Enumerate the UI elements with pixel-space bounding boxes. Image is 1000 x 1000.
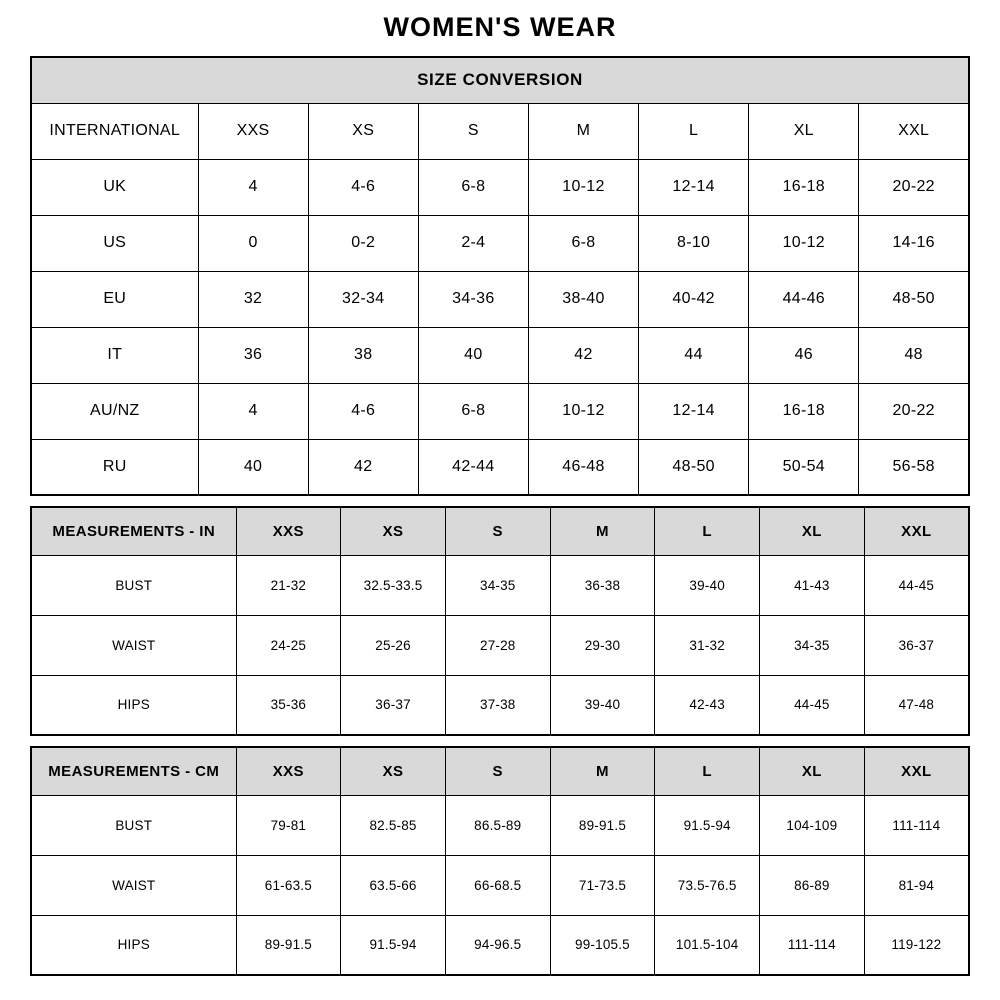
value-cell: 34-35 bbox=[445, 555, 550, 615]
value-cell: 2-4 bbox=[418, 215, 528, 271]
row-label-cell: IT bbox=[31, 327, 198, 383]
value-cell: 4 bbox=[198, 159, 308, 215]
value-cell: 79-81 bbox=[236, 795, 341, 855]
value-cell: 89-91.5 bbox=[550, 795, 655, 855]
value-cell: 40 bbox=[198, 439, 308, 495]
row-label-cell: UK bbox=[31, 159, 198, 215]
row-label-cell: BUST bbox=[31, 795, 236, 855]
value-cell: 14-16 bbox=[859, 215, 969, 271]
value-cell: 48-50 bbox=[859, 271, 969, 327]
measurements-in-table-body bbox=[31, 507, 969, 735]
value-cell: 34-36 bbox=[418, 271, 528, 327]
column-header-cell: XXL bbox=[864, 507, 969, 555]
value-cell: 111-114 bbox=[760, 915, 865, 975]
row-label-cell: WAIST bbox=[31, 855, 236, 915]
column-header-cell: XXS bbox=[198, 103, 308, 159]
value-cell: 86-89 bbox=[760, 855, 865, 915]
column-header-cell: L bbox=[655, 507, 760, 555]
value-cell: 86.5-89 bbox=[445, 795, 550, 855]
value-cell: 99-105.5 bbox=[550, 915, 655, 975]
column-header-cell: M bbox=[550, 747, 655, 795]
value-cell: 46 bbox=[749, 327, 859, 383]
table-row bbox=[31, 271, 969, 327]
value-cell: 44 bbox=[639, 327, 749, 383]
table-header-row bbox=[31, 103, 969, 159]
table-row bbox=[31, 383, 969, 439]
value-cell: 0 bbox=[198, 215, 308, 271]
value-cell: 25-26 bbox=[341, 615, 446, 675]
value-cell: 48 bbox=[859, 327, 969, 383]
value-cell: 40 bbox=[418, 327, 528, 383]
value-cell: 42-43 bbox=[655, 675, 760, 735]
table-row bbox=[31, 795, 969, 855]
value-cell: 10-12 bbox=[749, 215, 859, 271]
value-cell: 10-12 bbox=[528, 383, 638, 439]
table-row bbox=[31, 439, 969, 495]
table-row bbox=[31, 915, 969, 975]
column-header-cell: XXL bbox=[864, 747, 969, 795]
column-header-cell: XS bbox=[341, 747, 446, 795]
value-cell: 16-18 bbox=[749, 383, 859, 439]
value-cell: 12-14 bbox=[639, 383, 749, 439]
table-row bbox=[31, 855, 969, 915]
column-header-cell: XXS bbox=[236, 747, 341, 795]
value-cell: 89-91.5 bbox=[236, 915, 341, 975]
value-cell: 34-35 bbox=[760, 615, 865, 675]
table-title-row bbox=[31, 57, 969, 103]
column-header-cell: XXS bbox=[236, 507, 341, 555]
value-cell: 39-40 bbox=[550, 675, 655, 735]
value-cell: 82.5-85 bbox=[341, 795, 446, 855]
value-cell: 21-32 bbox=[236, 555, 341, 615]
page-title: WOMEN'S WEAR bbox=[383, 12, 617, 42]
size-conversion-table bbox=[30, 56, 970, 496]
value-cell: 0-2 bbox=[308, 215, 418, 271]
row-label-cell: HIPS bbox=[31, 675, 236, 735]
table-row bbox=[31, 555, 969, 615]
value-cell: 111-114 bbox=[864, 795, 969, 855]
value-cell: 20-22 bbox=[859, 383, 969, 439]
value-cell: 71-73.5 bbox=[550, 855, 655, 915]
value-cell: 41-43 bbox=[760, 555, 865, 615]
value-cell: 46-48 bbox=[528, 439, 638, 495]
column-header-cell: S bbox=[445, 747, 550, 795]
column-header-cell: L bbox=[655, 747, 760, 795]
value-cell: 48-50 bbox=[639, 439, 749, 495]
value-cell: 38 bbox=[308, 327, 418, 383]
value-cell: 35-36 bbox=[236, 675, 341, 735]
table-row bbox=[31, 615, 969, 675]
value-cell: 81-94 bbox=[864, 855, 969, 915]
column-header-cell: S bbox=[445, 507, 550, 555]
column-header-cell: XS bbox=[341, 507, 446, 555]
value-cell: 104-109 bbox=[760, 795, 865, 855]
value-cell: 12-14 bbox=[639, 159, 749, 215]
value-cell: 101.5-104 bbox=[655, 915, 760, 975]
value-cell: 91.5-94 bbox=[341, 915, 446, 975]
value-cell: 8-10 bbox=[639, 215, 749, 271]
value-cell: 4-6 bbox=[308, 383, 418, 439]
measurements-cm-table bbox=[30, 746, 970, 976]
value-cell: 24-25 bbox=[236, 615, 341, 675]
value-cell: 56-58 bbox=[859, 439, 969, 495]
row-label-cell: RU bbox=[31, 439, 198, 495]
value-cell: 4-6 bbox=[308, 159, 418, 215]
table-title: SIZE CONVERSION bbox=[31, 57, 969, 103]
row-label-cell: EU bbox=[31, 271, 198, 327]
column-header-cell: S bbox=[418, 103, 528, 159]
column-header-cell: XL bbox=[760, 507, 865, 555]
value-cell: 44-45 bbox=[760, 675, 865, 735]
row-group-label-cell: MEASUREMENTS - IN bbox=[31, 507, 236, 555]
value-cell: 36 bbox=[198, 327, 308, 383]
value-cell: 61-63.5 bbox=[236, 855, 341, 915]
value-cell: 39-40 bbox=[655, 555, 760, 615]
value-cell: 32-34 bbox=[308, 271, 418, 327]
value-cell: 32 bbox=[198, 271, 308, 327]
value-cell: 94-96.5 bbox=[445, 915, 550, 975]
value-cell: 37-38 bbox=[445, 675, 550, 735]
row-group-label-cell: MEASUREMENTS - CM bbox=[31, 747, 236, 795]
value-cell: 27-28 bbox=[445, 615, 550, 675]
value-cell: 31-32 bbox=[655, 615, 760, 675]
column-header-cell: XS bbox=[308, 103, 418, 159]
value-cell: 36-37 bbox=[341, 675, 446, 735]
value-cell: 6-8 bbox=[418, 159, 528, 215]
value-cell: 47-48 bbox=[864, 675, 969, 735]
table-row bbox=[31, 159, 969, 215]
table-header-row bbox=[31, 747, 969, 795]
column-header-cell: M bbox=[528, 103, 638, 159]
column-header-cell: XXL bbox=[859, 103, 969, 159]
value-cell: 91.5-94 bbox=[655, 795, 760, 855]
value-cell: 40-42 bbox=[639, 271, 749, 327]
column-header-cell: L bbox=[639, 103, 749, 159]
value-cell: 50-54 bbox=[749, 439, 859, 495]
value-cell: 36-37 bbox=[864, 615, 969, 675]
value-cell: 119-122 bbox=[864, 915, 969, 975]
value-cell: 16-18 bbox=[749, 159, 859, 215]
value-cell: 36-38 bbox=[550, 555, 655, 615]
row-label-cell: US bbox=[31, 215, 198, 271]
size-conversion-table-body bbox=[31, 57, 969, 495]
row-label-cell: BUST bbox=[31, 555, 236, 615]
value-cell: 6-8 bbox=[418, 383, 528, 439]
table-row bbox=[31, 327, 969, 383]
value-cell: 42-44 bbox=[418, 439, 528, 495]
row-label-cell: HIPS bbox=[31, 915, 236, 975]
value-cell: 42 bbox=[528, 327, 638, 383]
row-group-label-cell: INTERNATIONAL bbox=[31, 103, 198, 159]
value-cell: 4 bbox=[198, 383, 308, 439]
column-header-cell: XL bbox=[760, 747, 865, 795]
row-label-cell: AU/NZ bbox=[31, 383, 198, 439]
value-cell: 44-45 bbox=[864, 555, 969, 615]
value-cell: 38-40 bbox=[528, 271, 638, 327]
column-header-cell: XL bbox=[749, 103, 859, 159]
value-cell: 20-22 bbox=[859, 159, 969, 215]
column-header-cell: M bbox=[550, 507, 655, 555]
table-header-row bbox=[31, 507, 969, 555]
value-cell: 32.5-33.5 bbox=[341, 555, 446, 615]
table-row bbox=[31, 675, 969, 735]
value-cell: 10-12 bbox=[528, 159, 638, 215]
table-row bbox=[31, 215, 969, 271]
value-cell: 29-30 bbox=[550, 615, 655, 675]
value-cell: 73.5-76.5 bbox=[655, 855, 760, 915]
value-cell: 6-8 bbox=[528, 215, 638, 271]
row-label-cell: WAIST bbox=[31, 615, 236, 675]
value-cell: 44-46 bbox=[749, 271, 859, 327]
value-cell: 66-68.5 bbox=[445, 855, 550, 915]
measurements-cm-table-body bbox=[31, 747, 969, 975]
measurements-in-table bbox=[30, 506, 970, 736]
value-cell: 42 bbox=[308, 439, 418, 495]
value-cell: 63.5-66 bbox=[341, 855, 446, 915]
